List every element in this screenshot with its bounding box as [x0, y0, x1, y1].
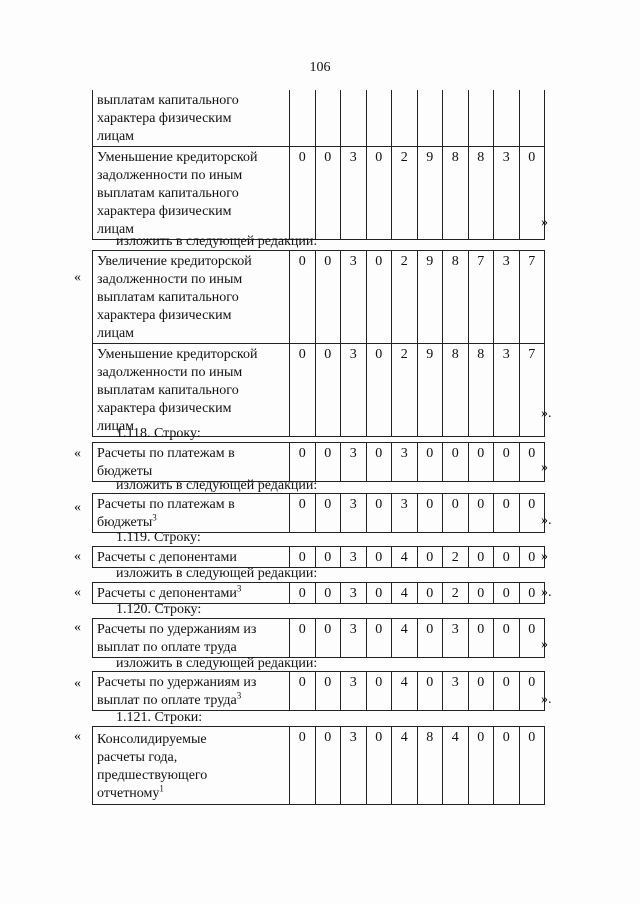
digit-cell: 0	[519, 727, 545, 805]
digit-cell: 0	[290, 619, 316, 658]
row-label	[93, 251, 290, 344]
digit-cell: 0	[290, 147, 316, 240]
digit-cell: 9	[417, 344, 443, 437]
table-118-old	[92, 442, 545, 482]
row-label	[93, 494, 290, 533]
label-line: задолженности по иным	[97, 168, 243, 183]
digit-cell: 0	[315, 443, 341, 482]
section-heading-121: 1.121. Строки:	[116, 710, 203, 725]
table-row	[93, 547, 545, 568]
digit-cell: 0	[290, 583, 316, 604]
label-line: выплатам капитального	[97, 290, 239, 305]
closing-quote: »	[541, 460, 548, 475]
digit-cell: 0	[417, 583, 443, 604]
table-119-new	[92, 582, 545, 604]
label-line: выплатам капитального	[97, 93, 239, 108]
label-line: лицам	[97, 129, 135, 144]
digit-cell	[468, 90, 494, 147]
label-line: характера физическим	[97, 308, 232, 323]
label-line: Увеличение кредиторской	[97, 254, 252, 269]
digit-cell: 3	[341, 443, 367, 482]
label-line: выплат по оплате труда	[97, 640, 237, 655]
label-line: предшествующего	[97, 767, 208, 783]
opening-quote: «	[74, 446, 81, 461]
label-line: бюджеты	[97, 464, 153, 479]
row-label	[93, 443, 290, 482]
label-line: выплатам капитального	[97, 383, 239, 398]
label-line: характера физическим	[97, 401, 232, 416]
table-continued	[92, 90, 545, 240]
table-redaction-1	[92, 250, 545, 437]
digit-cell: 4	[392, 672, 418, 711]
digit-cell: 3	[341, 494, 367, 533]
digit-cell: 0	[468, 727, 494, 805]
row-label	[93, 147, 290, 240]
digit-cell: 0	[494, 494, 520, 533]
footnote-mark: 1	[159, 782, 164, 793]
label-line: Консолидируемые	[97, 731, 207, 747]
digit-cell: 3	[443, 619, 469, 658]
digit-cell: 0	[443, 494, 469, 533]
closing-quote: ».	[541, 513, 552, 528]
digit-cell: 0	[366, 619, 392, 658]
digit-cell: 0	[468, 443, 494, 482]
closing-quote: ».	[541, 692, 552, 707]
digit-cell: 4	[392, 583, 418, 604]
digit-cell: 8	[443, 147, 469, 240]
digit-cell: 0	[366, 344, 392, 437]
digit-cell: 0	[315, 583, 341, 604]
label-line: выплатам капитального	[97, 186, 239, 201]
closing-quote: ».	[541, 585, 552, 600]
opening-quote: «	[74, 676, 81, 691]
digit-cell: 2	[392, 147, 418, 240]
digit-cell	[366, 90, 392, 147]
digit-cell: 3	[341, 619, 367, 658]
opening-quote: «	[74, 270, 81, 285]
digit-cell: 4	[392, 619, 418, 658]
digit-cell: 0	[315, 251, 341, 344]
digit-cell: 0	[519, 672, 545, 711]
digit-cell: 0	[290, 251, 316, 344]
digit-cell: 0	[519, 147, 545, 240]
digit-cell: 0	[290, 672, 316, 711]
row-label	[93, 727, 290, 805]
opening-quote: «	[74, 620, 81, 635]
digit-cell: 0	[468, 583, 494, 604]
label-line: Уменьшение кредиторской	[97, 347, 258, 362]
section-heading-118: 1.118. Строку:	[116, 426, 201, 441]
label-line: лицам	[97, 222, 135, 237]
digit-cell: 9	[417, 147, 443, 240]
digit-cell: 3	[341, 547, 367, 568]
section-heading-119: 1.119. Строку:	[116, 530, 201, 545]
digit-cell: 0	[366, 547, 392, 568]
table-118-new	[92, 493, 545, 533]
digit-cell: 3	[341, 344, 367, 437]
digit-cell: 3	[341, 727, 367, 805]
digit-cell: 0	[519, 619, 545, 658]
digit-cell: 0	[519, 443, 545, 482]
digit-cell: 0	[468, 619, 494, 658]
digit-cell: 3	[341, 251, 367, 344]
table-row	[93, 90, 545, 147]
opening-quote: «	[74, 549, 81, 564]
label-line: расчеты года,	[97, 749, 178, 765]
digit-cell: 0	[366, 443, 392, 482]
label-line: выплат по оплате труда$^3$	[97, 690, 242, 708]
digit-cell: 0	[417, 494, 443, 533]
label-line: Расчеты по платежам в	[97, 446, 235, 461]
edit-instruction: изложить в следующей редакции:	[116, 478, 318, 493]
digit-cell: 0	[315, 672, 341, 711]
digit-cell: 0	[519, 494, 545, 533]
edit-instruction: изложить в следующей редакции:	[116, 566, 318, 581]
footnote-mark: 3	[236, 690, 242, 701]
label-line: отчетному$^1$	[97, 782, 164, 801]
digit-cell	[519, 90, 545, 147]
digit-cell: 0	[494, 583, 520, 604]
table-row	[93, 344, 545, 437]
digit-cell: 8	[443, 344, 469, 437]
edit-instruction: изложить в следующей редакции:	[116, 656, 318, 671]
digit-cell: 0	[315, 147, 341, 240]
digit-cell: 0	[366, 494, 392, 533]
digit-cell: 0	[519, 583, 545, 604]
digit-cell: 0	[366, 147, 392, 240]
closing-quote: »	[541, 549, 548, 564]
digit-cell: 0	[468, 494, 494, 533]
table-row	[93, 147, 545, 240]
digit-cell: 2	[443, 583, 469, 604]
table-row	[93, 619, 545, 658]
table-row	[93, 583, 545, 604]
row-label	[93, 619, 290, 658]
digit-cell: 4	[443, 727, 469, 805]
digit-cell: 0	[315, 344, 341, 437]
digit-cell: 3	[494, 344, 520, 437]
row-label	[93, 90, 290, 147]
digit-cell: 9	[417, 251, 443, 344]
label-line: бюджеты$^3$	[97, 512, 157, 530]
footnote-mark: 3	[236, 583, 242, 594]
table-row	[93, 727, 545, 805]
digit-cell: 0	[443, 443, 469, 482]
digit-cell: 2	[443, 547, 469, 568]
label-line: задолженности по иным	[97, 272, 243, 287]
digit-cell: 3	[341, 672, 367, 711]
digit-cell: 0	[494, 619, 520, 658]
digit-cell: 0	[494, 727, 520, 805]
digit-cell: 8	[468, 344, 494, 437]
opening-quote: «	[74, 585, 81, 600]
digit-cell: 7	[519, 251, 545, 344]
table-row	[93, 251, 545, 344]
digit-cell: 0	[366, 251, 392, 344]
digit-cell: 2	[392, 251, 418, 344]
row-label	[93, 344, 290, 437]
digit-cell: 0	[290, 344, 316, 437]
digit-cell: 8	[417, 727, 443, 805]
label-line: Расчеты по удержаниям из	[97, 675, 257, 690]
digit-cell: 8	[468, 147, 494, 240]
digit-cell: 3	[443, 672, 469, 711]
digit-cell: 3	[494, 251, 520, 344]
digit-cell: 0	[315, 727, 341, 805]
opening-quote: «	[74, 500, 81, 515]
digit-cell: 0	[315, 547, 341, 568]
footnote-mark: 3	[152, 512, 157, 523]
label-line: лицам	[97, 326, 135, 341]
digit-cell: 0	[315, 619, 341, 658]
opening-quote: «	[74, 729, 81, 744]
digit-cell: 7	[519, 344, 545, 437]
digit-cell: 3	[392, 494, 418, 533]
label-line: Уменьшение кредиторской	[97, 150, 258, 165]
digit-cell: 0	[468, 672, 494, 711]
table-row	[93, 672, 545, 711]
digit-cell	[392, 90, 418, 147]
digit-cell: 0	[468, 547, 494, 568]
digit-cell: 3	[341, 147, 367, 240]
digit-cell	[443, 90, 469, 147]
section-heading-120: 1.120. Строку:	[116, 602, 202, 617]
digit-cell	[494, 90, 520, 147]
digit-cell: 0	[290, 727, 316, 805]
digit-cell: 3	[341, 583, 367, 604]
digit-cell: 0	[494, 547, 520, 568]
label-line: характера физическим	[97, 111, 232, 126]
closing-quote: ».	[541, 406, 552, 421]
label-line: характера физическим	[97, 204, 232, 219]
label-line: лицам	[97, 419, 135, 434]
digit-cell: 0	[417, 547, 443, 568]
digit-cell: 0	[290, 494, 316, 533]
label-line: Расчеты с депонентами$^3$	[97, 583, 242, 601]
table-121	[92, 726, 545, 805]
digit-cell: 0	[366, 727, 392, 805]
digit-cell: 0	[315, 494, 341, 533]
digit-cell: 0	[494, 672, 520, 711]
digit-cell	[341, 90, 367, 147]
table-120-old	[92, 618, 545, 658]
digit-cell: 3	[494, 147, 520, 240]
digit-cell: 0	[417, 443, 443, 482]
edit-instruction: изложить в следующей редакции:	[116, 234, 318, 249]
digit-cell	[290, 90, 316, 147]
closing-quote: »	[541, 637, 548, 652]
label-line: задолженности по иным	[97, 365, 243, 380]
digit-cell: 7	[468, 251, 494, 344]
page-number: 106	[309, 60, 331, 75]
row-label	[93, 547, 290, 568]
digit-cell: 0	[417, 672, 443, 711]
digit-cell: 0	[366, 583, 392, 604]
digit-cell: 0	[417, 619, 443, 658]
digit-cell: 3	[392, 443, 418, 482]
row-label	[93, 672, 290, 711]
table-120-new	[92, 671, 545, 711]
label-line: Расчеты по платежам в	[97, 497, 235, 512]
closing-quote: »	[541, 215, 548, 230]
label-line: Расчеты по удержаниям из	[97, 622, 257, 637]
digit-cell	[417, 90, 443, 147]
table-row	[93, 494, 545, 533]
digit-cell: 4	[392, 727, 418, 805]
label-line: Расчеты с депонентами	[97, 550, 237, 565]
table-row	[93, 443, 545, 482]
digit-cell: 2	[392, 344, 418, 437]
digit-cell: 0	[290, 443, 316, 482]
digit-cell: 8	[443, 251, 469, 344]
digit-cell: 0	[494, 443, 520, 482]
table-119-old	[92, 546, 545, 568]
digit-cell	[315, 90, 341, 147]
digit-cell: 0	[366, 672, 392, 711]
digit-cell: 0	[290, 547, 316, 568]
row-label	[93, 583, 290, 604]
digit-cell: 4	[392, 547, 418, 568]
digit-cell: 0	[519, 547, 545, 568]
